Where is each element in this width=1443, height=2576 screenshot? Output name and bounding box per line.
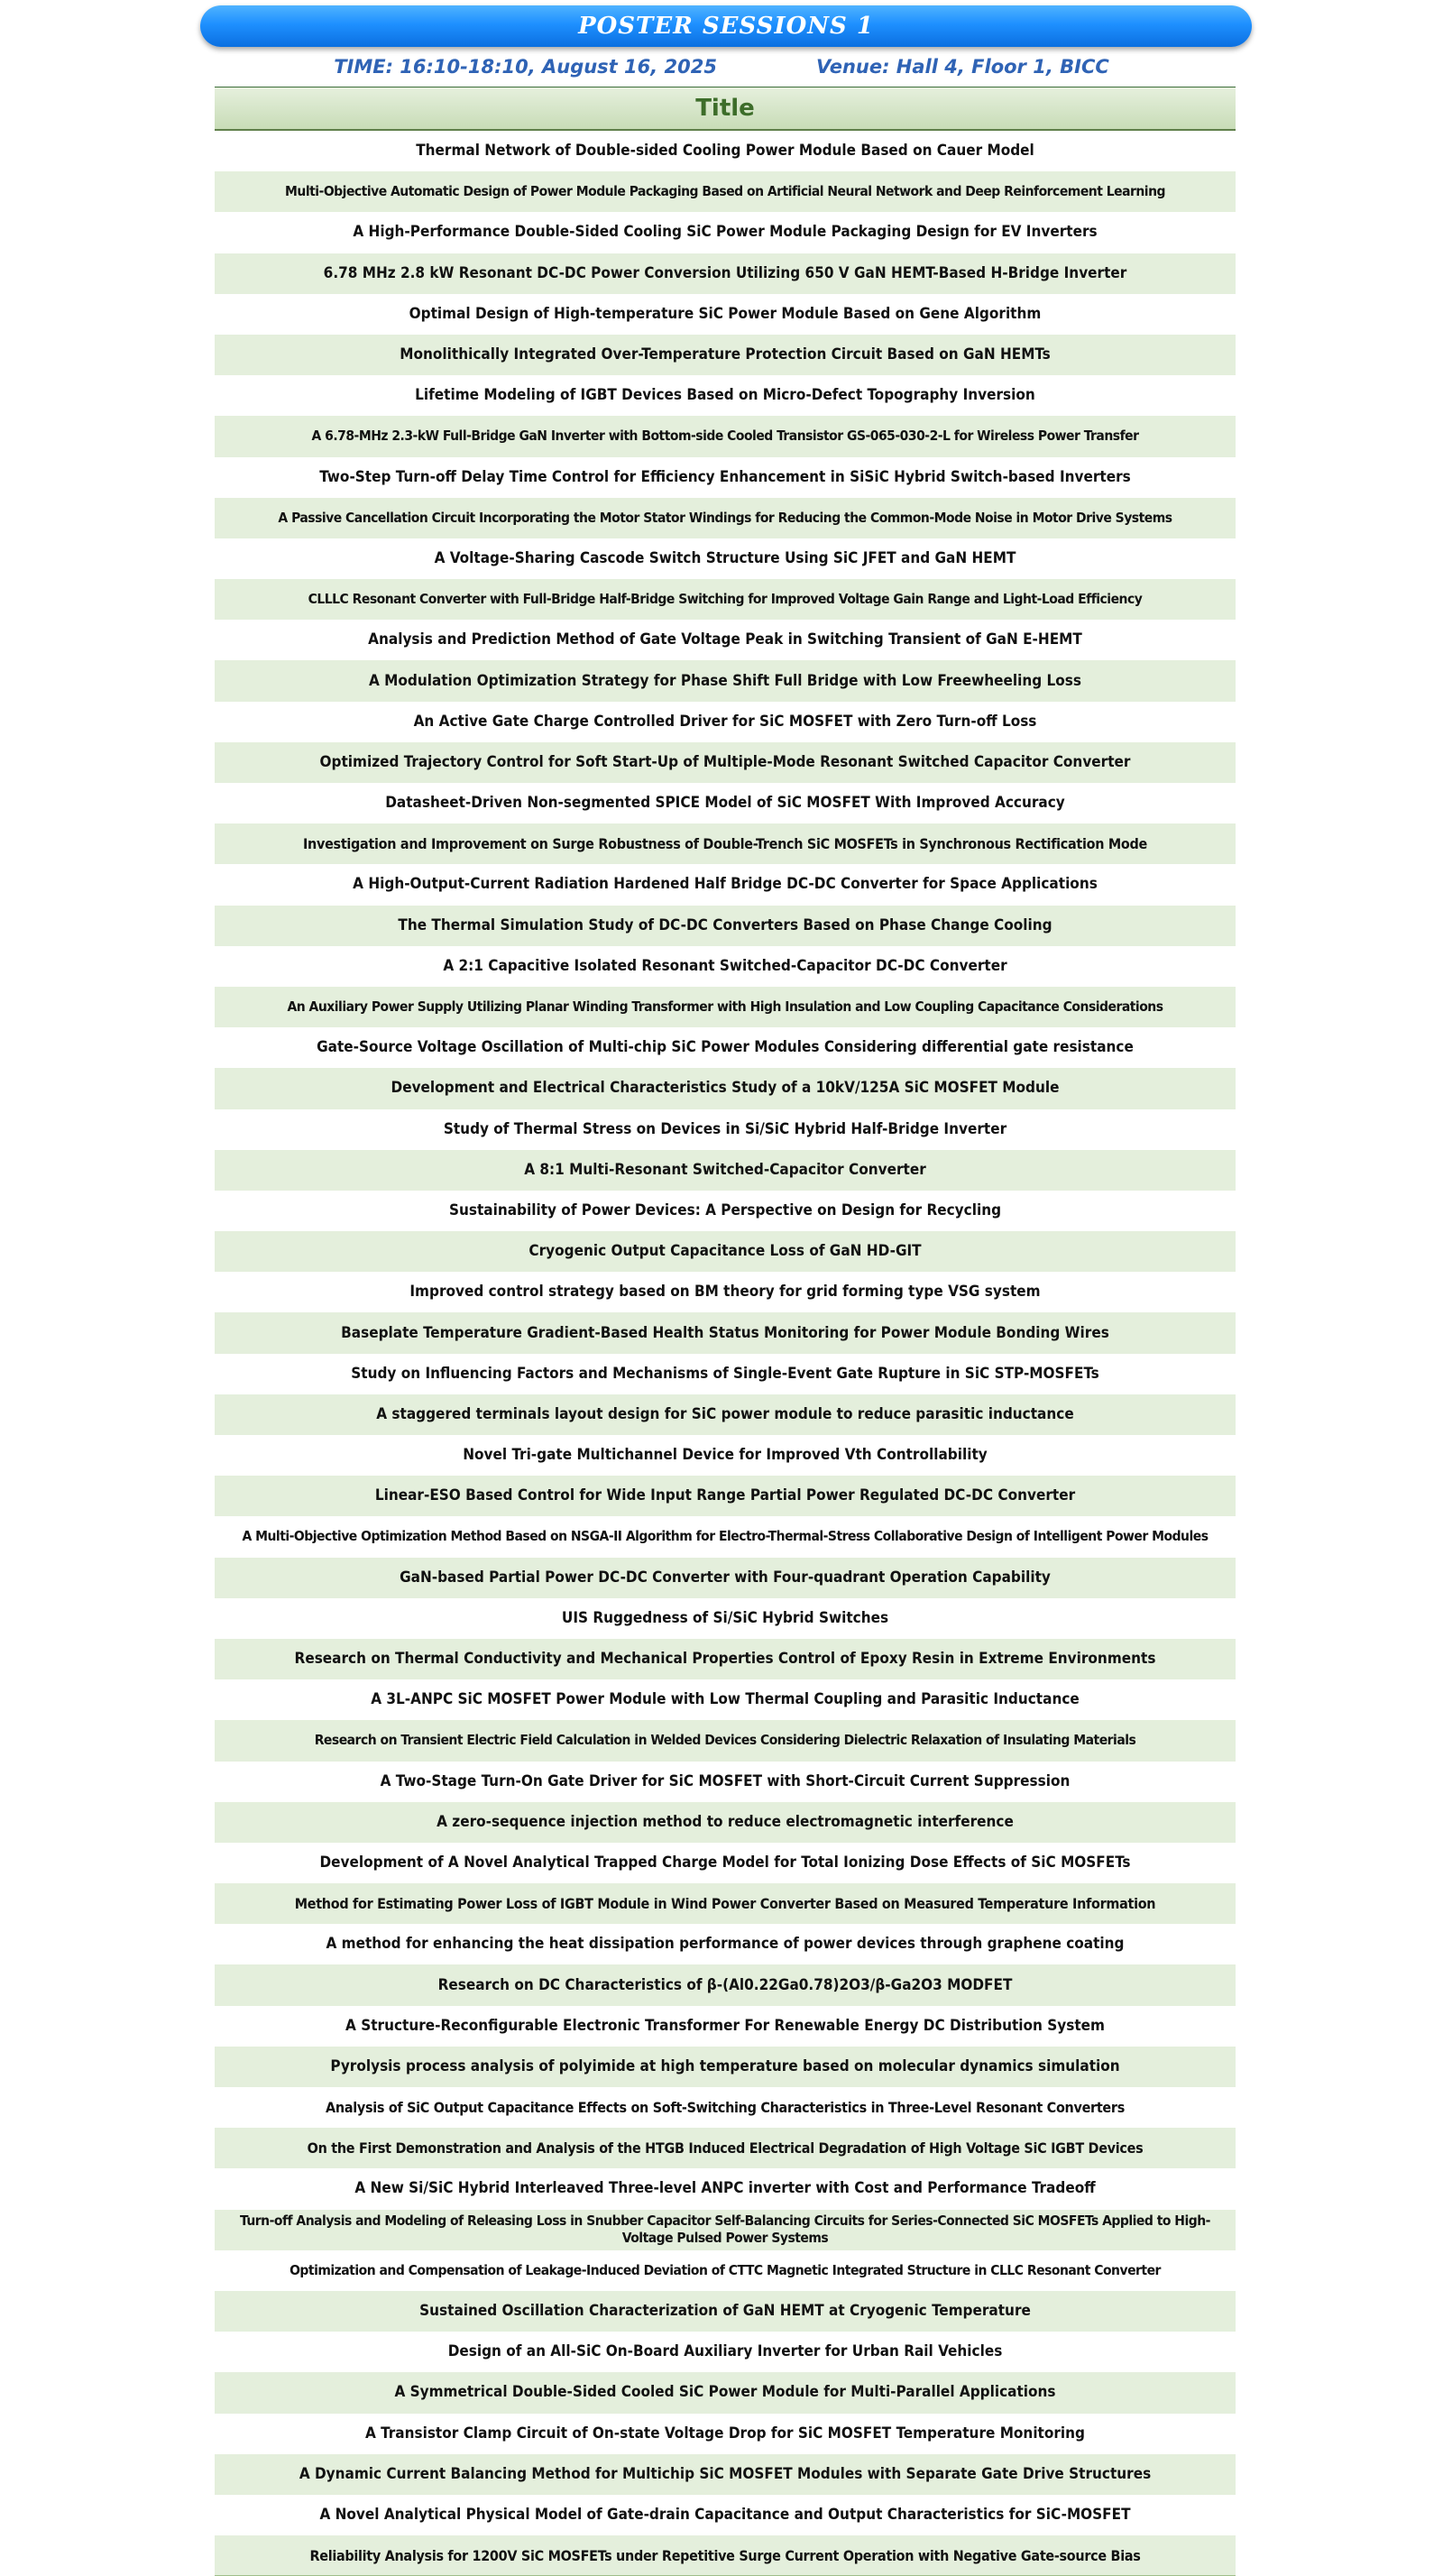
table-row: A 3L-ANPC SiC MOSFET Power Module with Low Thermal Coupling and Parasitic Inductance — [215, 1679, 1236, 1720]
table-row: A Transistor Clamp Circuit of On-state Voltage Drop for SiC MOSFET Temperature Monitoring — [215, 2414, 1236, 2454]
table-row: A Voltage-Sharing Cascode Switch Structure Using SiC JFET and GaN HEMT — [215, 538, 1236, 579]
table-row: Reliability Analysis for 1200V SiC MOSFETs under Repetitive Surge Current Operation with Negative Gate-source Bias — [215, 2535, 1236, 2576]
table-row: The Thermal Simulation Study of DC-DC Converters Based on Phase Change Cooling — [215, 906, 1236, 946]
table-row: Two-Step Turn-off Delay Time Control for Efficiency Enhancement in SiSiC Hybrid Switch-based Inverters — [215, 457, 1236, 498]
table-row: CLLLC Resonant Converter with Full-Bridge Half-Bridge Switching for Improved Voltage Gain Range and Light-Load Efficiency — [215, 579, 1236, 620]
table-row: A Novel Analytical Physical Model of Gate-drain Capacitance and Output Characteristics for SiC-MOSFET — [215, 2495, 1236, 2535]
table-row: A 2:1 Capacitive Isolated Resonant Switched-Capacitor DC-DC Converter — [215, 946, 1236, 987]
table-row: Improved control strategy based on BM theory for grid forming type VSG system — [215, 1272, 1236, 1312]
table-row: A Passive Cancellation Circuit Incorporating the Motor Stator Windings for Reducing the Common-Mode Noise in Motor Drive Systems — [215, 498, 1236, 538]
table-row: Method for Estimating Power Loss of IGBT Module in Wind Power Converter Based on Measured Temperature Information — [215, 1883, 1236, 1924]
table-row: Research on Thermal Conductivity and Mechanical Properties Control of Epoxy Resin in Extreme Environments — [215, 1639, 1236, 1679]
table-row: Research on Transient Electric Field Calculation in Welded Devices Considering Dielectric Relaxation of Insulating Materials — [215, 1720, 1236, 1761]
table-row: A Modulation Optimization Strategy for Phase Shift Full Bridge with Low Freewheeling Loss — [215, 660, 1236, 701]
session-venue: Venue: Hall 4, Floor 1, BICC — [815, 56, 1109, 78]
table-row: GaN-based Partial Power DC-DC Converter with Four-quadrant Operation Capability — [215, 1558, 1236, 1598]
session-info — [0, 52, 1443, 81]
table-row: Sustained Oscillation Characterization of GaN HEMT at Cryogenic Temperature — [215, 2291, 1236, 2332]
column-title: Title — [695, 95, 755, 122]
banner-title: POSTER SESSIONS 1 — [578, 13, 874, 40]
table-row: A Symmetrical Double-Sided Cooled SiC Power Module for Multi-Parallel Applications — [215, 2372, 1236, 2413]
table-row: Design of an All-SiC On-Board Auxiliary Inverter for Urban Rail Vehicles — [215, 2332, 1236, 2372]
table-row: A High-Performance Double-Sided Cooling SiC Power Module Packaging Design for EV Inverters — [215, 212, 1236, 253]
table-row: Optimal Design of High-temperature SiC Power Module Based on Gene Algorithm — [215, 294, 1236, 335]
table-row: Analysis of SiC Output Capacitance Effects on Soft-Switching Characteristics in Three-Level Resonant Converters — [215, 2087, 1236, 2128]
table-row: Turn-off Analysis and Modeling of Releasing Loss in Snubber Capacitor Self-Balancing Circuits for Series-Connected SiC MOSFETs Applied to High-Voltage Pulsed Power Systems — [215, 2210, 1236, 2250]
table-row: A Structure-Reconfigurable Electronic Transformer For Renewable Energy DC Distribution System — [215, 2006, 1236, 2047]
table-body — [215, 131, 1236, 2576]
table-row: Baseplate Temperature Gradient-Based Health Status Monitoring for Power Module Bonding Wires — [215, 1312, 1236, 1353]
session-time: TIME: 16:10-18:10, August 16, 2025 — [334, 56, 717, 78]
table-header — [215, 87, 1236, 131]
table-row: A Two-Stage Turn-On Gate Driver for SiC MOSFET with Short-Circuit Current Suppression — [215, 1762, 1236, 1802]
table-row: On the First Demonstration and Analysis of the HTGB Induced Electrical Degradation of High Voltage SiC IGBT Devices — [215, 2128, 1236, 2168]
table-row: Datasheet-Driven Non-segmented SPICE Model of SiC MOSFET With Improved Accuracy — [215, 783, 1236, 823]
table-row: A zero-sequence injection method to reduce electromagnetic interference — [215, 1802, 1236, 1843]
table-row: A New Si/SiC Hybrid Interleaved Three-level ANPC inverter with Cost and Performance Tradeoff — [215, 2168, 1236, 2209]
table-row: A staggered terminals layout design for SiC power module to reduce parasitic inductance — [215, 1394, 1236, 1435]
table-row: Research on DC Characteristics of β-(Al0.22Ga0.78)2O3/β-Ga2O3 MODFET — [215, 1964, 1236, 2005]
table-row: A Dynamic Current Balancing Method for Multichip SiC MOSFET Modules with Separate Gate Drive Structures — [215, 2454, 1236, 2495]
table-row: A 6.78-MHz 2.3-kW Full-Bridge GaN Inverter with Bottom-side Cooled Transistor GS-065-030-2-L for Wireless Power Transfer — [215, 416, 1236, 456]
table-row: Multi-Objective Automatic Design of Power Module Packaging Based on Artificial Neural Network and Deep Reinforcement Learning — [215, 171, 1236, 212]
table-row: Monolithically Integrated Over-Temperature Protection Circuit Based on GaN HEMTs — [215, 335, 1236, 375]
table-row: Thermal Network of Double-sided Cooling Power Module Based on Cauer Model — [215, 131, 1236, 171]
table-row: UIS Ruggedness of Si/SiC Hybrid Switches — [215, 1598, 1236, 1639]
table-row: An Active Gate Charge Controlled Driver for SiC MOSFET with Zero Turn-off Loss — [215, 702, 1236, 742]
table-row: Cryogenic Output Capacitance Loss of GaN HD-GIT — [215, 1231, 1236, 1272]
table-row: Optimization and Compensation of Leakage-Induced Deviation of CTTC Magnetic Integrated Structure in CLLC Resonant Converter — [215, 2250, 1236, 2291]
table-row: Study on Influencing Factors and Mechanisms of Single-Event Gate Rupture in SiC STP-MOSFETs — [215, 1354, 1236, 1394]
table-row: Pyrolysis process analysis of polyimide at high temperature based on molecular dynamics simulation — [215, 2047, 1236, 2087]
table-row: Development and Electrical Characteristics Study of a 10kV/125A SiC MOSFET Module — [215, 1068, 1236, 1109]
table-row: Linear-ESO Based Control for Wide Input Range Partial Power Regulated DC-DC Converter — [215, 1476, 1236, 1516]
table-row: 6.78 MHz 2.8 kW Resonant DC-DC Power Conversion Utilizing 650 V GaN HEMT-Based H-Bridge Inverter — [215, 253, 1236, 294]
table-row: Sustainability of Power Devices: A Perspective on Design for Recycling — [215, 1191, 1236, 1231]
table-row: Study of Thermal Stress on Devices in Si/SiC Hybrid Half-Bridge Inverter — [215, 1109, 1236, 1150]
table-row: A 8:1 Multi-Resonant Switched-Capacitor Converter — [215, 1150, 1236, 1191]
table-row: A method for enhancing the heat dissipation performance of power devices through graphene coating — [215, 1924, 1236, 1964]
table-row: Gate-Source Voltage Oscillation of Multi-chip SiC Power Modules Considering differential gate resistance — [215, 1027, 1236, 1068]
table-row: A Multi-Objective Optimization Method Based on NSGA-II Algorithm for Electro-Thermal-Stress Collaborative Design of Intelligent Power Modules — [215, 1516, 1236, 1557]
table-row: Investigation and Improvement on Surge Robustness of Double-Trench SiC MOSFETs in Synchronous Rectification Mode — [215, 823, 1236, 864]
table-row: Development of A Novel Analytical Trapped Charge Model for Total Ionizing Dose Effects of SiC MOSFETs — [215, 1843, 1236, 1883]
session-banner — [200, 5, 1252, 47]
table-row: Analysis and Prediction Method of Gate Voltage Peak in Switching Transient of GaN E-HEMT — [215, 620, 1236, 660]
poster-table — [215, 87, 1236, 2576]
table-row: A High-Output-Current Radiation Hardened Half Bridge DC-DC Converter for Space Applications — [215, 864, 1236, 905]
table-row: Optimized Trajectory Control for Soft Start-Up of Multiple-Mode Resonant Switched Capacitor Converter — [215, 742, 1236, 783]
table-row: Novel Tri-gate Multichannel Device for Improved Vth Controllability — [215, 1435, 1236, 1476]
table-row: An Auxiliary Power Supply Utilizing Planar Winding Transformer with High Insulation and Low Coupling Capacitance Considerations — [215, 987, 1236, 1027]
table-row: Lifetime Modeling of IGBT Devices Based on Micro-Defect Topography Inversion — [215, 375, 1236, 416]
